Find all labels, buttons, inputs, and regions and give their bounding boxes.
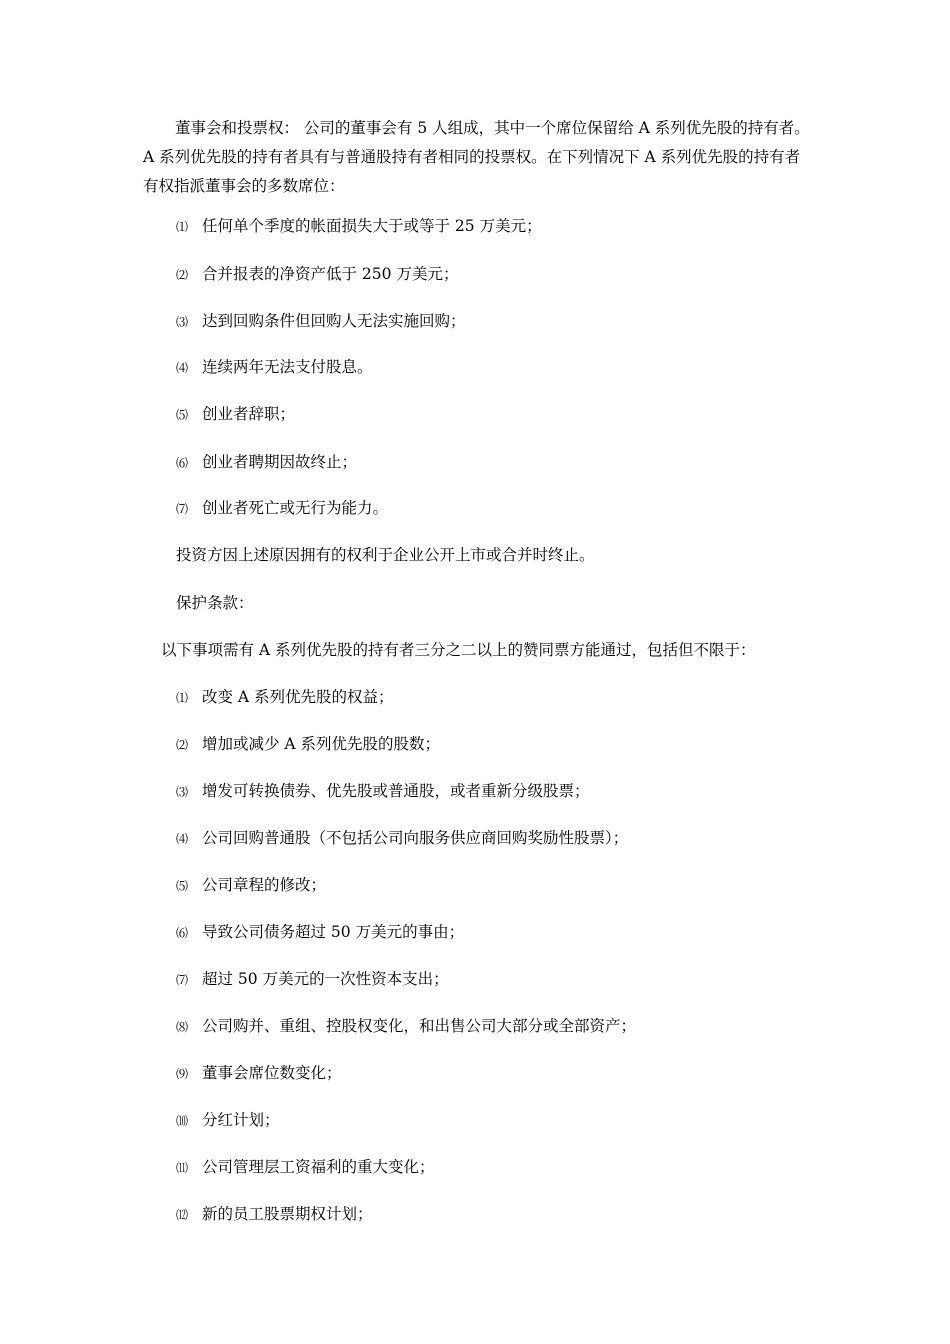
list-item-text: 公司章程的修改； — [202, 876, 327, 894]
list-item — [176, 875, 326, 896]
list-item-text: 创业者辞职； — [202, 405, 296, 423]
list-item — [176, 498, 388, 519]
list-item — [176, 452, 357, 473]
list-item-text: 改变 A 系列优先股的权益； — [202, 688, 394, 706]
list-item-text: 公司回购普通股（不包括公司向服务供应商回购奖励性股票）； — [202, 829, 629, 847]
list-item-text: 分红计划； — [202, 1111, 280, 1129]
list-item — [176, 264, 458, 285]
list-marker: ⑵ — [176, 268, 189, 282]
list-item — [176, 311, 466, 332]
list-item — [176, 1157, 435, 1178]
list-marker: ⑻ — [176, 1020, 189, 1034]
list-item-text: 董事会席位数变化； — [202, 1064, 342, 1082]
list-marker: ⑴ — [176, 691, 189, 705]
list-marker: ⑶ — [176, 785, 189, 799]
list-item-text: 达到回购条件但回购人无法实施回购； — [202, 312, 466, 330]
list-item — [176, 216, 542, 237]
list-marker: ⑷ — [176, 361, 189, 375]
list-item-text: 公司管理层工资福利的重大变化； — [202, 1158, 435, 1176]
list-item — [176, 1063, 342, 1084]
list-item-text: 连续两年无法支付股息。 — [202, 358, 373, 376]
list-marker: ⑺ — [176, 502, 189, 516]
list-marker: ⑺ — [176, 973, 189, 987]
list-item-text: 创业者死亡或无行为能力。 — [202, 499, 389, 517]
list-marker: ⑼ — [176, 1067, 189, 1081]
list-marker: ⑿ — [176, 1208, 189, 1222]
list-item — [176, 1016, 636, 1037]
protection-heading: 保护条款： — [176, 594, 254, 612]
list-item — [176, 922, 464, 943]
list-item-text: 创业者聘期因故终止； — [202, 453, 358, 471]
list-item — [176, 404, 295, 425]
list-item — [176, 1110, 280, 1131]
list-item-text: 任何单个季度的帐面损失大于或等于 25 万美元； — [202, 217, 542, 235]
termination-paragraph: 投资方因上述原因拥有的权利于企业公开上市或合并时终止。 — [176, 546, 595, 564]
list-marker: ⑾ — [176, 1161, 189, 1175]
list-marker: ⑹ — [176, 926, 189, 940]
list-item — [176, 1204, 373, 1225]
list-item — [176, 781, 590, 802]
list-marker: ⑶ — [176, 315, 189, 329]
list-marker: ⑽ — [176, 1114, 189, 1128]
list-marker: ⑸ — [176, 879, 189, 893]
list-marker: ⑵ — [176, 738, 189, 752]
list-item — [176, 969, 449, 990]
list-marker: ⑴ — [176, 220, 189, 234]
list-item-text: 增加或减少 A 系列优先股的股数； — [202, 735, 441, 753]
list-item — [176, 734, 440, 755]
list-item-text: 导致公司债务超过 50 万美元的事由； — [202, 923, 465, 941]
list-item-text: 增发可转换债券、优先股或普通股，或者重新分级股票； — [202, 782, 590, 800]
protection-intro: 以下事项需有 A 系列优先股的持有者三分之二以上的赞同票方能通过，包括但不限于： — [161, 641, 756, 659]
list-marker: ⑸ — [176, 408, 189, 422]
list-item-text: 超过 50 万美元的一次性资本支出； — [202, 970, 449, 988]
list-item — [176, 687, 394, 708]
list-marker: ⑹ — [176, 456, 189, 470]
list-item — [176, 357, 373, 378]
intro-paragraph: 董事会和投票权： 公司的董事会有 5 人组成，其中一个席位保留给 A 系列优先股的持有者。A 系列优先股的持有者具有与普通股持有者相同的投票权。在下列情况下 A 系列优先股的持有者有权指派董事会的多数席位： — [143, 119, 810, 195]
list-item — [176, 828, 628, 849]
list-marker: ⑷ — [176, 832, 189, 846]
list-item-text: 新的员工股票期权计划； — [202, 1205, 373, 1223]
list-item-text: 公司购并、重组、控股权变化，和出售公司大部分或全部资产； — [202, 1017, 637, 1035]
list-item-text: 合并报表的净资产低于 250 万美元； — [202, 265, 459, 283]
